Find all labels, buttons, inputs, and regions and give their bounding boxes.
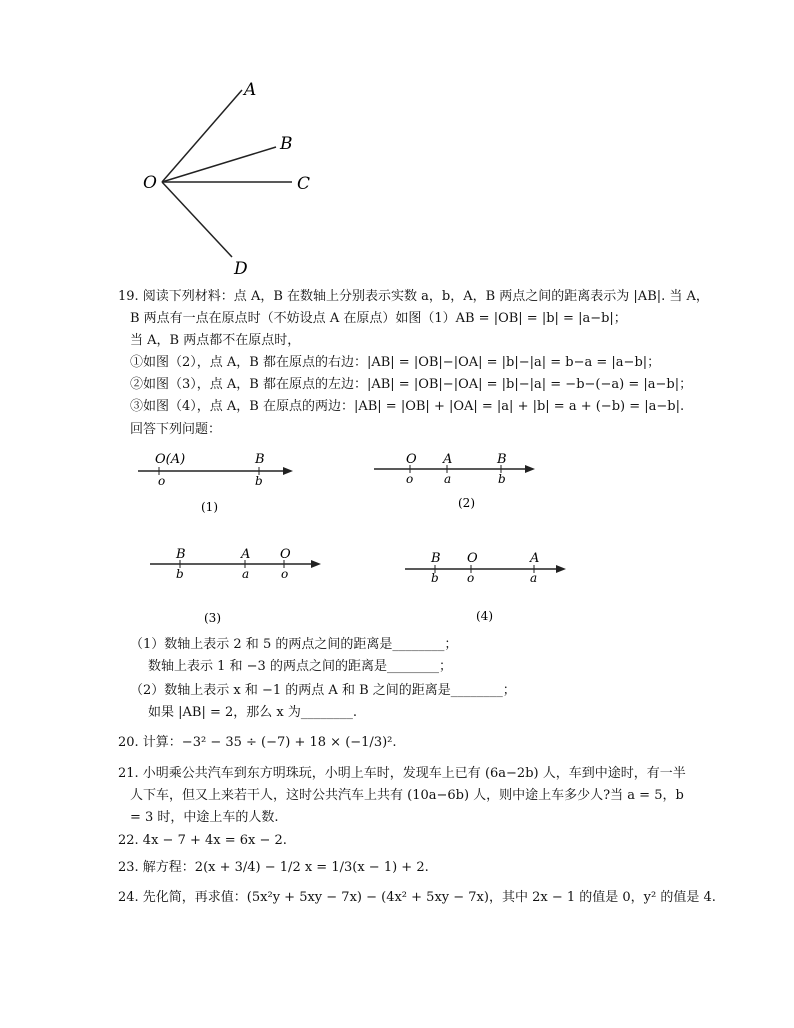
tick-label-bottom: b <box>498 472 506 486</box>
q19-line1: 19. 阅读下列材料：点 A，B 在数轴上分别表示实数 a，b，A，B 两点之间的距离表示为 |AB|. 当 A， <box>118 289 709 304</box>
ray-oa <box>162 90 242 182</box>
tick-label-bottom: a <box>444 472 452 486</box>
number-line-fig3 <box>148 540 333 625</box>
rays-figure <box>140 75 330 285</box>
label-b: B <box>280 134 293 154</box>
q22: 22. 4x − 7 + 4x = 6x − 2. <box>118 833 287 848</box>
tick-label-top: B <box>497 452 507 467</box>
q19-case1: ①如图（2），点 A，B 都在原点的右边：|AB| = |OB|−|OA| = |b|−|a| = b−a = |a−b|； <box>130 355 661 370</box>
q21-line1: 21. 小明乘公共汽车到东方明珠玩，小明上车时，发现车上已有 (6a−2b) 人，车到中途时，有一半 <box>118 766 686 781</box>
q19-case2: ②如图（3），点 A，B 都在原点的左边：|AB| = |OB|−|OA| = |b|−|a| = −b−(−a) = |a−b|； <box>130 377 693 392</box>
tick-label-bottom: o <box>467 571 475 585</box>
label-a: A <box>244 80 257 100</box>
number-line-fig2 <box>372 445 552 520</box>
q21-line2: 人下车，但又上来若干人，这时公共汽车上共有 (10a−6b) 人，则中途上车多少人?当 a = 5，b <box>130 788 684 803</box>
number-line-fig1 <box>135 445 315 520</box>
figure-caption: (1) <box>201 500 218 514</box>
tick-label-top: O <box>406 452 417 467</box>
arrow-head-icon <box>283 467 293 475</box>
q23: 23. 解方程：2(x + 3/4) − 1/2 x = 1/3(x − 1) + 2. <box>118 860 429 875</box>
figure-caption: (4) <box>476 609 493 623</box>
tick-label-bottom: o <box>158 474 166 488</box>
q19-line3: 当 A，B 两点都不在原点时， <box>130 333 301 348</box>
tick-label-top: O <box>280 547 291 562</box>
tick-label-bottom: a <box>242 567 250 581</box>
tick-label-top: B <box>255 452 265 467</box>
tick-label-bottom: b <box>431 571 439 585</box>
tick-label-top: A <box>443 452 453 467</box>
tick-label-bottom: a <box>530 571 538 585</box>
number-line-fig4 <box>403 545 583 627</box>
arrow-head-icon <box>556 565 566 573</box>
tick-label-top: B <box>176 547 186 562</box>
tick-label-bottom: o <box>406 472 414 486</box>
label-o: O <box>143 173 157 193</box>
tick-label-bottom: b <box>255 474 263 488</box>
q20: 20. 计算：−3² − 35 ÷ (−7) + 18 × (−1/3)². <box>118 735 397 750</box>
ray-od <box>162 182 232 257</box>
q21-line3: = 3 时，中途上车的人数. <box>130 810 279 825</box>
arrow-head-icon <box>311 560 321 568</box>
q19-sub1b: 数轴上表示 1 和 −3 的两点之间的距离是________； <box>148 659 452 674</box>
tick-label-bottom: o <box>281 567 289 581</box>
tick-label-top: B <box>431 551 441 566</box>
q19-sub2a: （2）数轴上表示 x 和 −1 的两点 A 和 B 之间的距离是________； <box>130 683 516 698</box>
tick-label-top: O(A) <box>155 452 186 467</box>
q19-sub1a: （1）数轴上表示 2 和 5 的两点之间的距离是________； <box>130 637 458 652</box>
tick-label-bottom: b <box>176 567 184 581</box>
q19-prompt: 回答下列问题： <box>130 422 222 437</box>
tick-label-top: A <box>241 547 251 562</box>
ray-ob <box>162 147 276 182</box>
arrow-head-icon <box>525 465 535 473</box>
tick-label-top: A <box>530 551 540 566</box>
q19-case3: ③如图（4），点 A，B 在原点的两边：|AB| = |OB| + |OA| = |a| + |b| = a + (−b) = |a−b|. <box>130 399 685 414</box>
figure-caption: (3) <box>204 611 221 625</box>
label-c: C <box>297 174 311 194</box>
q19-sub2b: 如果 |AB| = 2，那么 x 为________. <box>148 705 357 720</box>
label-d: D <box>234 259 248 279</box>
q24: 24. 先化简，再求值：(5x²y + 5xy − 7x) − (4x² + 5xy − 7x)，其中 2x − 1 的值是 0，y² 的值是 4. <box>118 890 716 905</box>
q19-line2: B 两点有一点在原点时（不妨设点 A 在原点）如图（1）AB = |OB| = |b| = |a−b|； <box>130 311 627 326</box>
tick-label-top: O <box>467 551 478 566</box>
figure-caption: (2) <box>458 496 475 510</box>
